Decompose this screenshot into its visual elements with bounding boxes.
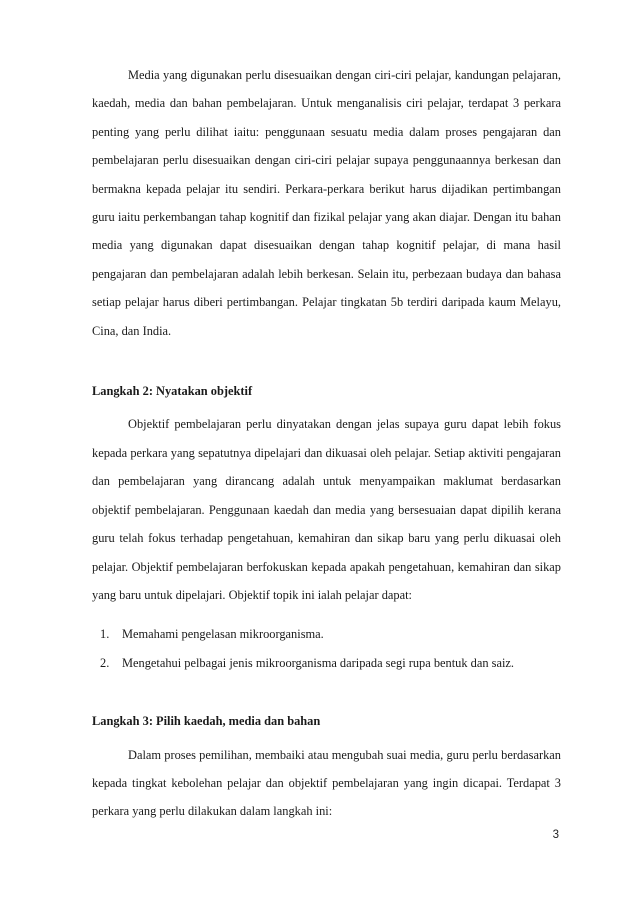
list-item-text: Mengetahui pelbagai jenis mikroorganisma daripada segi rupa bentuk dan saiz. [122,655,515,670]
objectives-list [92,620,561,677]
section-2-paragraph: Objektif pembelajaran perlu dinyatakan dengan jelas supaya guru dapat lebih fokus kepada perkara yang sepatutnya dipelajari dan dikuasai oleh pelajar. Setiap aktiviti pengajaran dan pembelajaran yang dirancang adalah untuk menyampaikan maklumat berdasarkan objektif pembelajaran. Penggunaan kaedah dan media yang bersesuaian dapat dipilih kerana guru telah fokus terhadap pengetahuan, kemahiran dan sikap baru yang perlu dikuasai oleh pelajar. Objektif pembelajaran berfokuskan kepada apakah pengetahuan, kemahiran dan sikap yang baru untuk dipelajari. Objektif topik ini ialah pelajar dapat: [92,417,561,602]
document-body [92,61,561,826]
list-item [92,649,561,677]
list-item-number: 1. [100,627,110,642]
spacer [92,345,561,377]
section-2-heading: Langkah 2: Nyatakan objektif [92,384,253,399]
page-number: 3 [552,829,559,841]
list-item-number: 2. [100,655,110,670]
section-3-paragraph: Dalam proses pemilihan, membaiki atau mengubah suai media, guru perlu berdasarkan kepada tingkat kebolehan pelajar dan objektif pembelajaran yang ingin dicapai. Terdapat 3 perkara yang perlu dilakukan dalam langkah ini: [92,747,561,819]
spacer [92,609,561,620]
list-item-text: Memahami pengelasan mikroorganisma. [122,627,324,642]
section-3-heading: Langkah 3: Pilih kaedah, media dan bahan [92,714,321,729]
intro-paragraph: Media yang digunakan perlu disesuaikan dengan ciri-ciri pelajar, kandungan pelajaran, kaedah, media dan bahan pembelajaran. Untuk menganalisis ciri pelajar, terdapat 3 perkara penting yang perlu dilihat iaitu: penggunaan sesuatu media dalam proses pengajaran dan pembelajaran perlu disesuaikan dengan ciri-ciri pelajar supaya penggunaannya berkesan dan bermakna kepada pelajar itu sendiri. Perkara-perkara berikut harus dijadikan pertimbangan guru iaitu perkembangan tahap kognitif dan fizikal pelajar yang akan diajar. Dengan itu bahan media yang digunakan dapat disesuaikan dengan tahap kognitif pelajar, di mana hasil pengajaran dan pembelajaran adalah lebih berkesan. Selain itu, perbezaan budaya dan bahasa setiap pelajar harus diberi pertimbangan. Pelajar tingkatan 5b terdiri daripada kaum Melayu, Cina, dan India. [92,68,561,338]
spacer [92,677,561,707]
list-item [92,620,561,648]
